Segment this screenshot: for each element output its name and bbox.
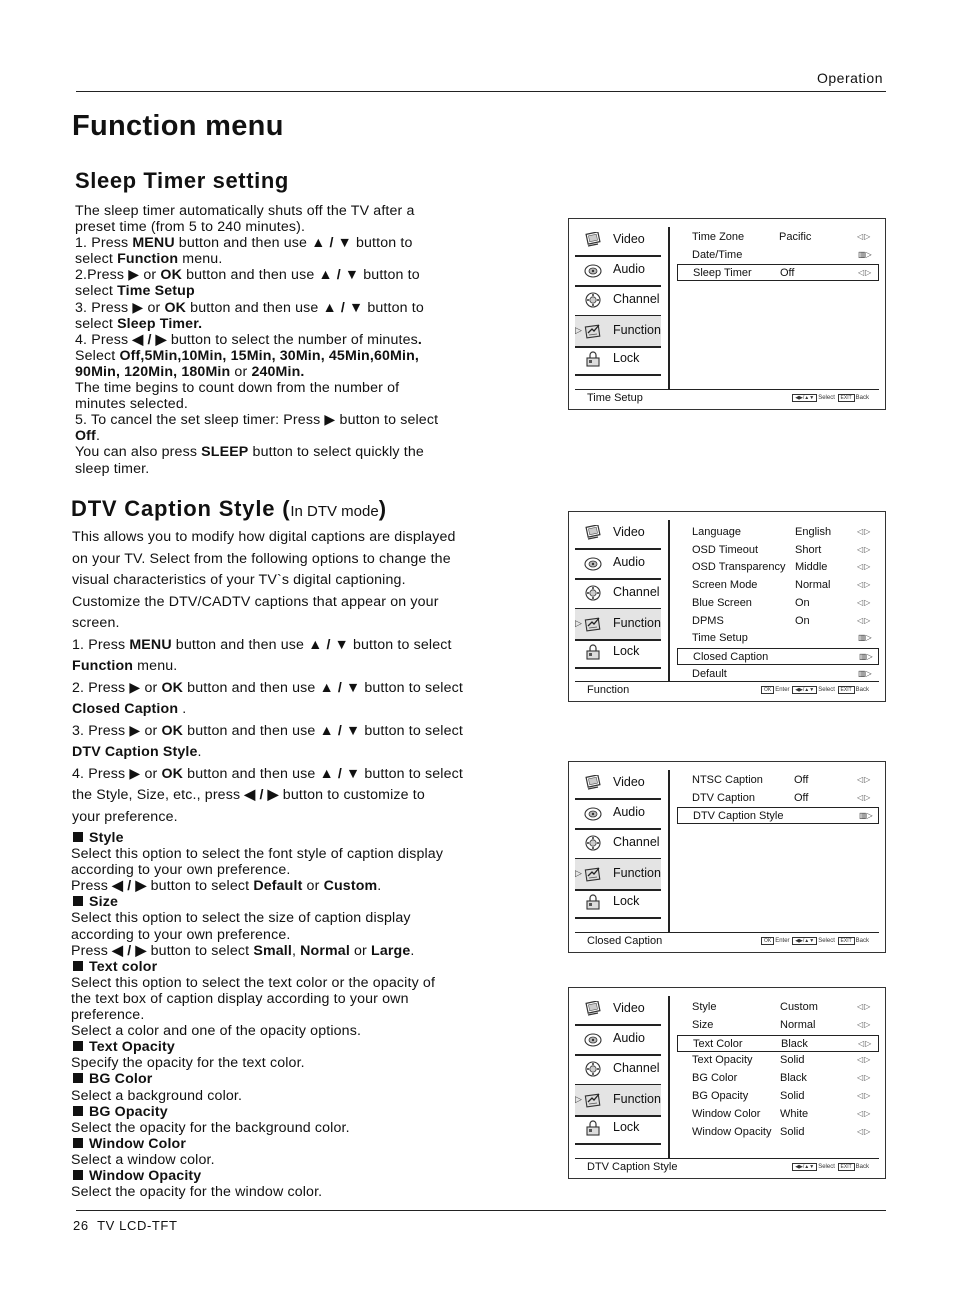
- text-line: 3. Press ▶ or OK button and then use ▲ / ▼ button to select: [72, 722, 463, 739]
- video-icon: [584, 525, 602, 541]
- dtv-caption-intro: [72, 527, 463, 828]
- text-line: The time begins to count down from the number of: [75, 380, 400, 397]
- option-description: Select a window color.: [71, 1151, 215, 1168]
- menu-row[interactable]: [677, 630, 879, 647]
- key-hints: ◀▶/▲▼ Select EXIT Back: [791, 394, 869, 402]
- menu-row-label: Sleep Timer: [693, 267, 752, 279]
- bullet-square-icon: [73, 1041, 83, 1051]
- text-line: 1. Press MENU button and then use ▲ / ▼ button to select: [72, 636, 452, 653]
- menu-row-label: Closed Caption: [693, 650, 769, 663]
- menu-row-value: Middle: [795, 561, 828, 574]
- enter-icon: ▥▷: [859, 651, 873, 661]
- left-right-arrows-icon: ◁▷: [857, 792, 872, 802]
- menu-row-label: DTV Caption: [692, 791, 755, 804]
- menu-row[interactable]: [677, 1088, 879, 1105]
- sidebar-item-label: Audio: [613, 262, 645, 276]
- menu-time-setup: [568, 218, 886, 410]
- left-right-arrows-icon: ◁▷: [857, 580, 872, 590]
- sidebar-item-label: Channel: [613, 835, 660, 849]
- key-hints: OK Enter ◀▶/▲▼ Select EXIT Back: [760, 686, 869, 694]
- text-line: preset time (from 5 to 240 minutes).: [75, 219, 306, 236]
- bullet-square-icon: [73, 1170, 83, 1180]
- menu-divider: [668, 520, 670, 681]
- header-rule: [76, 91, 886, 92]
- menu-row-value: English: [795, 526, 832, 538]
- sidebar-item-audio[interactable]: [575, 798, 661, 830]
- sidebar-item-label: Lock: [613, 894, 640, 908]
- channel-icon: [584, 585, 602, 601]
- left-right-arrows-icon: ◁▷: [857, 1055, 872, 1065]
- menu-footer: [575, 1158, 879, 1175]
- menu-footer: [575, 681, 879, 698]
- audio-icon: [584, 805, 602, 821]
- left-right-arrows-icon: ◁▷: [857, 597, 872, 607]
- sidebar-item-label: Channel: [613, 292, 660, 306]
- sidebar-item-lock[interactable]: [575, 1113, 661, 1145]
- sidebar-item-label: Function: [613, 866, 661, 880]
- left-right-arrows-icon: ◁▷: [857, 562, 872, 572]
- key-hints: ◀▶/▲▼ Select EXIT Back: [791, 1163, 869, 1171]
- left-right-arrows-icon: ◁▷: [858, 268, 873, 277]
- sidebar-item-label: Function: [613, 1092, 661, 1106]
- menu-row-value: White: [780, 1107, 809, 1120]
- menu-row[interactable]: [677, 524, 879, 541]
- menu-row-label: Window Color: [692, 1107, 761, 1120]
- menu-row[interactable]: [677, 1124, 879, 1141]
- menu-divider: [668, 770, 670, 932]
- option-description: according to your own preference.: [71, 862, 291, 879]
- menu-row-label: Time Zone: [692, 231, 745, 243]
- menu-row-label: OSD Transparency: [692, 561, 786, 574]
- sidebar-item-video[interactable]: [575, 768, 661, 800]
- option-description: Select a background color.: [71, 1087, 243, 1104]
- text-line: Off.: [75, 428, 101, 445]
- menu-row[interactable]: [677, 807, 879, 824]
- menu-row[interactable]: [677, 542, 879, 559]
- option-description: the text box of caption display according to your own: [71, 990, 409, 1007]
- bullet-square-icon: [73, 896, 83, 906]
- option-heading: Style: [71, 830, 443, 846]
- text-line: 2.Press ▶ or OK button and then use ▲ / ▼ button to: [75, 267, 420, 284]
- menu-row-label: Time Setup: [692, 632, 748, 645]
- option-description: Select this option to select the text color or the opacity of: [71, 974, 436, 991]
- channel-icon: [584, 292, 602, 308]
- text-line: 90Min, 120Min, 180Min or 240Min.: [75, 363, 305, 380]
- text-line: Closed Caption .: [72, 701, 187, 717]
- bullet-square-icon: [73, 832, 83, 842]
- enter-icon: ▥▷: [859, 811, 873, 820]
- sidebar-item-lock[interactable]: [575, 637, 661, 669]
- menu-row-value: Solid: [780, 1090, 805, 1102]
- sidebar-item-audio[interactable]: [575, 1024, 661, 1056]
- left-right-arrows-icon: ◁▷: [857, 1091, 872, 1100]
- left-right-arrows-icon: ◁▷: [857, 775, 872, 784]
- video-icon: [584, 775, 602, 791]
- text-line: You can also press SLEEP button to select quickly the: [75, 444, 424, 461]
- sidebar-item-label: Video: [613, 775, 645, 789]
- left-right-arrows-icon: ◁▷: [857, 1002, 872, 1011]
- function-icon: [584, 323, 602, 339]
- sidebar-item-label: Channel: [613, 1061, 660, 1075]
- option-heading: Size: [71, 894, 443, 910]
- text-line: minutes selected.: [75, 396, 188, 413]
- menu-row-value: Solid: [780, 1054, 805, 1067]
- audio-icon: [584, 555, 602, 571]
- option-description: according to your own preference.: [71, 926, 291, 943]
- menu-row-label: NTSC Caption: [692, 774, 763, 786]
- menu-row-label: BG Opacity: [692, 1090, 749, 1102]
- menu-closed-caption: [568, 761, 886, 953]
- menu-footer-title: Closed Caption: [587, 935, 663, 947]
- menu-row-label: Date/Time: [692, 248, 743, 261]
- lock-icon: [584, 1120, 602, 1136]
- bullet-square-icon: [73, 1138, 83, 1148]
- menu-row-label: Text Color: [693, 1037, 743, 1050]
- text-line: 3. Press ▶ or OK button and then use ▲ / ▼ button to: [75, 299, 424, 316]
- menu-row-label: Size: [692, 1018, 714, 1031]
- text-line: Select Off,5Min,10Min, 15Min, 30Min, 45Min,60Min,: [75, 347, 419, 364]
- menu-row-label: Default: [692, 667, 727, 680]
- audio-icon: [584, 1031, 602, 1047]
- menu-row-label: DPMS: [692, 614, 724, 627]
- menu-row[interactable]: [677, 1070, 879, 1087]
- menu-row-value: Black: [781, 1037, 808, 1050]
- sleep-timer-heading: Sleep Timer setting: [75, 168, 289, 193]
- text-line: 2. Press ▶ or OK button and then use ▲ / ▼ button to select: [72, 679, 463, 696]
- menu-row[interactable]: [677, 790, 879, 807]
- audio-icon: [584, 262, 602, 278]
- menu-footer-title: Function: [587, 684, 630, 696]
- text-line: the Style, Size, etc., press ◀ / ▶ button to customize to: [72, 787, 425, 803]
- menu-row[interactable]: [677, 559, 879, 576]
- menu-row-value: Normal: [795, 579, 831, 592]
- sleep-timer-text: [75, 203, 438, 477]
- text-line: 4. Press ◀ / ▶ button to select the number of minutes.: [75, 331, 422, 348]
- menu-divider: [668, 996, 670, 1158]
- sidebar-item-lock[interactable]: [575, 887, 661, 919]
- menu-row[interactable]: [677, 1035, 879, 1052]
- enter-icon: ▥▷: [858, 668, 872, 678]
- menu-row-value: Off: [794, 791, 809, 804]
- sidebar-item-video[interactable]: [575, 994, 661, 1026]
- menu-row[interactable]: [677, 264, 879, 281]
- menu-row-label: Text Opacity: [692, 1054, 753, 1067]
- dtv-caption-heading: DTV Caption Style (In DTV mode): [71, 496, 387, 521]
- sidebar-item-channel[interactable]: [575, 285, 661, 317]
- text-line: your preference.: [72, 808, 178, 825]
- sidebar-item-label: Function: [613, 616, 661, 630]
- function-icon: [584, 616, 602, 632]
- lock-icon: [584, 894, 602, 910]
- menu-row[interactable]: [677, 613, 879, 630]
- sidebar-item-label: Audio: [613, 555, 645, 569]
- menu-row-label: Style: [692, 1001, 717, 1013]
- menu-row-value: Pacific: [779, 231, 812, 243]
- function-icon: [584, 1092, 602, 1108]
- text-line: The sleep timer automatically shuts off the TV after a: [75, 203, 415, 219]
- option-heading: Text color: [71, 959, 443, 975]
- menu-row-label: Window Opacity: [692, 1125, 772, 1138]
- left-right-arrows-icon: ◁▷: [857, 1108, 872, 1118]
- sidebar-item-video[interactable]: [575, 225, 661, 257]
- option-heading: BG Opacity: [71, 1104, 443, 1120]
- footer-rule: [76, 1210, 886, 1211]
- menu-row[interactable]: [677, 229, 879, 246]
- sidebar-item-video[interactable]: [575, 518, 661, 550]
- sidebar-item-label: Audio: [613, 805, 645, 819]
- menu-row[interactable]: [677, 648, 879, 665]
- menu-row-value: Off: [794, 774, 809, 786]
- bullet-square-icon: [73, 961, 83, 971]
- option-description: Press ◀ / ▶ button to select Small, Normal or Large.: [71, 942, 415, 959]
- sidebar-item-label: Video: [613, 525, 645, 539]
- menu-row[interactable]: [677, 999, 879, 1016]
- menu-row-value: Short: [795, 543, 822, 556]
- menu-footer: [575, 389, 879, 406]
- text-line: screen.: [72, 615, 120, 631]
- menu-footer-title: Time Setup: [587, 392, 643, 404]
- menu-divider: [668, 227, 670, 389]
- sidebar-item-label: Function: [613, 323, 661, 337]
- text-line: select Sleep Timer.: [75, 315, 203, 332]
- option-heading: BG Color: [71, 1071, 443, 1087]
- menu-row-value: Custom: [780, 1001, 818, 1013]
- sidebar-item-label: Lock: [613, 351, 640, 365]
- menu-row-label: DTV Caption Style: [693, 810, 784, 822]
- menu-row-value: On: [795, 596, 810, 609]
- left-right-arrows-icon: ◁▷: [858, 1038, 873, 1048]
- menu-row[interactable]: [677, 1106, 879, 1123]
- text-line: Customize the DTV/CADTV captions that appear on your: [72, 593, 439, 610]
- text-line: select Time Setup: [75, 283, 195, 300]
- channel-icon: [584, 835, 602, 851]
- text-line: 5. To cancel the set sleep timer: Press ▶ button to select: [75, 412, 439, 429]
- bullet-square-icon: [73, 1073, 83, 1083]
- sidebar-item-label: Channel: [613, 585, 660, 599]
- pointer-arrow-icon: ▷: [575, 618, 582, 628]
- sidebar-item-channel[interactable]: [575, 828, 661, 860]
- sidebar-item-channel[interactable]: [575, 1054, 661, 1086]
- left-right-arrows-icon: ◁▷: [857, 544, 872, 554]
- sidebar-item-channel[interactable]: [575, 578, 661, 610]
- bullet-square-icon: [73, 1106, 83, 1116]
- option-description: Select a color and one of the opacity options.: [71, 1023, 362, 1040]
- sidebar-item-label: Video: [613, 232, 645, 246]
- menu-dtv-caption-style: [568, 987, 886, 1179]
- option-description: Select the opacity for the window color.: [71, 1184, 323, 1201]
- left-right-arrows-icon: ◁▷: [857, 1073, 872, 1083]
- caption-options-list: [71, 830, 443, 1200]
- pointer-arrow-icon: ▷: [575, 1094, 582, 1104]
- text-line: Function menu.: [72, 658, 178, 674]
- menu-row-label: Screen Mode: [692, 579, 758, 592]
- menu-row-label: Blue Screen: [692, 596, 752, 609]
- option-description: Press ◀ / ▶ button to select Default or Custom.: [71, 878, 382, 895]
- left-right-arrows-icon: ◁▷: [857, 527, 872, 536]
- option-description: Specify the opacity for the text color.: [71, 1055, 305, 1072]
- sidebar-item-label: Audio: [613, 1031, 645, 1045]
- menu-row[interactable]: [677, 772, 879, 789]
- left-right-arrows-icon: ◁▷: [857, 615, 872, 625]
- text-line: select Function menu.: [75, 251, 223, 268]
- enter-icon: ▥▷: [858, 249, 872, 259]
- section-label: Operation: [817, 70, 883, 86]
- menu-row[interactable]: [677, 577, 879, 594]
- enter-icon: ▥▷: [858, 633, 872, 643]
- video-icon: [584, 1001, 602, 1017]
- menu-row-value: Normal: [780, 1018, 816, 1031]
- menu-row[interactable]: [677, 595, 879, 612]
- menu-row[interactable]: [677, 1017, 879, 1034]
- page-footer: 26 TV LCD-TFT: [73, 1218, 178, 1233]
- option-description: Select this option to select the size of caption display: [71, 910, 411, 927]
- sidebar-item-label: Lock: [613, 644, 640, 658]
- channel-icon: [584, 1061, 602, 1077]
- option-description: Select the opacity for the background color.: [71, 1119, 350, 1136]
- menu-row-value: Off: [780, 267, 795, 279]
- text-line: DTV Caption Style.: [72, 744, 202, 760]
- sidebar-item-audio[interactable]: [575, 548, 661, 580]
- menu-footer-title: DTV Caption Style: [587, 1161, 678, 1173]
- text-line: on your TV. Select from the following options to change the: [72, 550, 451, 567]
- menu-footer: [575, 932, 879, 949]
- text-line: visual characteristics of your TV`s digital captioning.: [72, 572, 406, 588]
- pointer-arrow-icon: ▷: [575, 868, 582, 878]
- function-icon: [584, 866, 602, 882]
- video-icon: [584, 232, 602, 248]
- sidebar-item-label: Lock: [613, 1120, 640, 1134]
- left-right-arrows-icon: ◁▷: [857, 1019, 872, 1029]
- menu-row-label: BG Color: [692, 1072, 738, 1085]
- text-line: sleep timer.: [75, 460, 150, 477]
- option-heading: Text Opacity: [71, 1039, 443, 1055]
- menu-function: [568, 511, 886, 702]
- lock-icon: [584, 351, 602, 367]
- page-title: Function menu: [72, 110, 284, 142]
- sidebar-item-lock[interactable]: [575, 344, 661, 376]
- text-line: 4. Press ▶ or OK button and then use ▲ / ▼ button to select: [72, 765, 463, 782]
- option-description: Select this option to select the font style of caption display: [71, 846, 444, 863]
- key-hints: OK Enter ◀▶/▲▼ Select EXIT Back: [760, 937, 869, 945]
- pointer-arrow-icon: ▷: [575, 325, 582, 335]
- menu-row[interactable]: [677, 247, 879, 264]
- option-description: preference.: [71, 1007, 145, 1024]
- option-heading: Window Opacity: [71, 1168, 443, 1184]
- menu-row-value: Black: [780, 1072, 807, 1085]
- left-right-arrows-icon: ◁▷: [857, 1126, 872, 1136]
- menu-row-value: On: [795, 614, 810, 627]
- text-line: 1. Press MENU button and then use ▲ / ▼ button to: [75, 235, 413, 252]
- sidebar-item-label: Video: [613, 1001, 645, 1015]
- menu-row-label: OSD Timeout: [692, 543, 759, 556]
- menu-row-label: Language: [692, 526, 741, 538]
- option-heading: Window Color: [71, 1136, 443, 1152]
- sidebar-item-audio[interactable]: [575, 255, 661, 287]
- menu-row-value: Solid: [780, 1125, 805, 1138]
- text-line: This allows you to modify how digital captions are displayed: [72, 529, 456, 545]
- lock-icon: [584, 644, 602, 660]
- left-right-arrows-icon: ◁▷: [857, 232, 872, 241]
- menu-row[interactable]: [677, 1052, 879, 1069]
